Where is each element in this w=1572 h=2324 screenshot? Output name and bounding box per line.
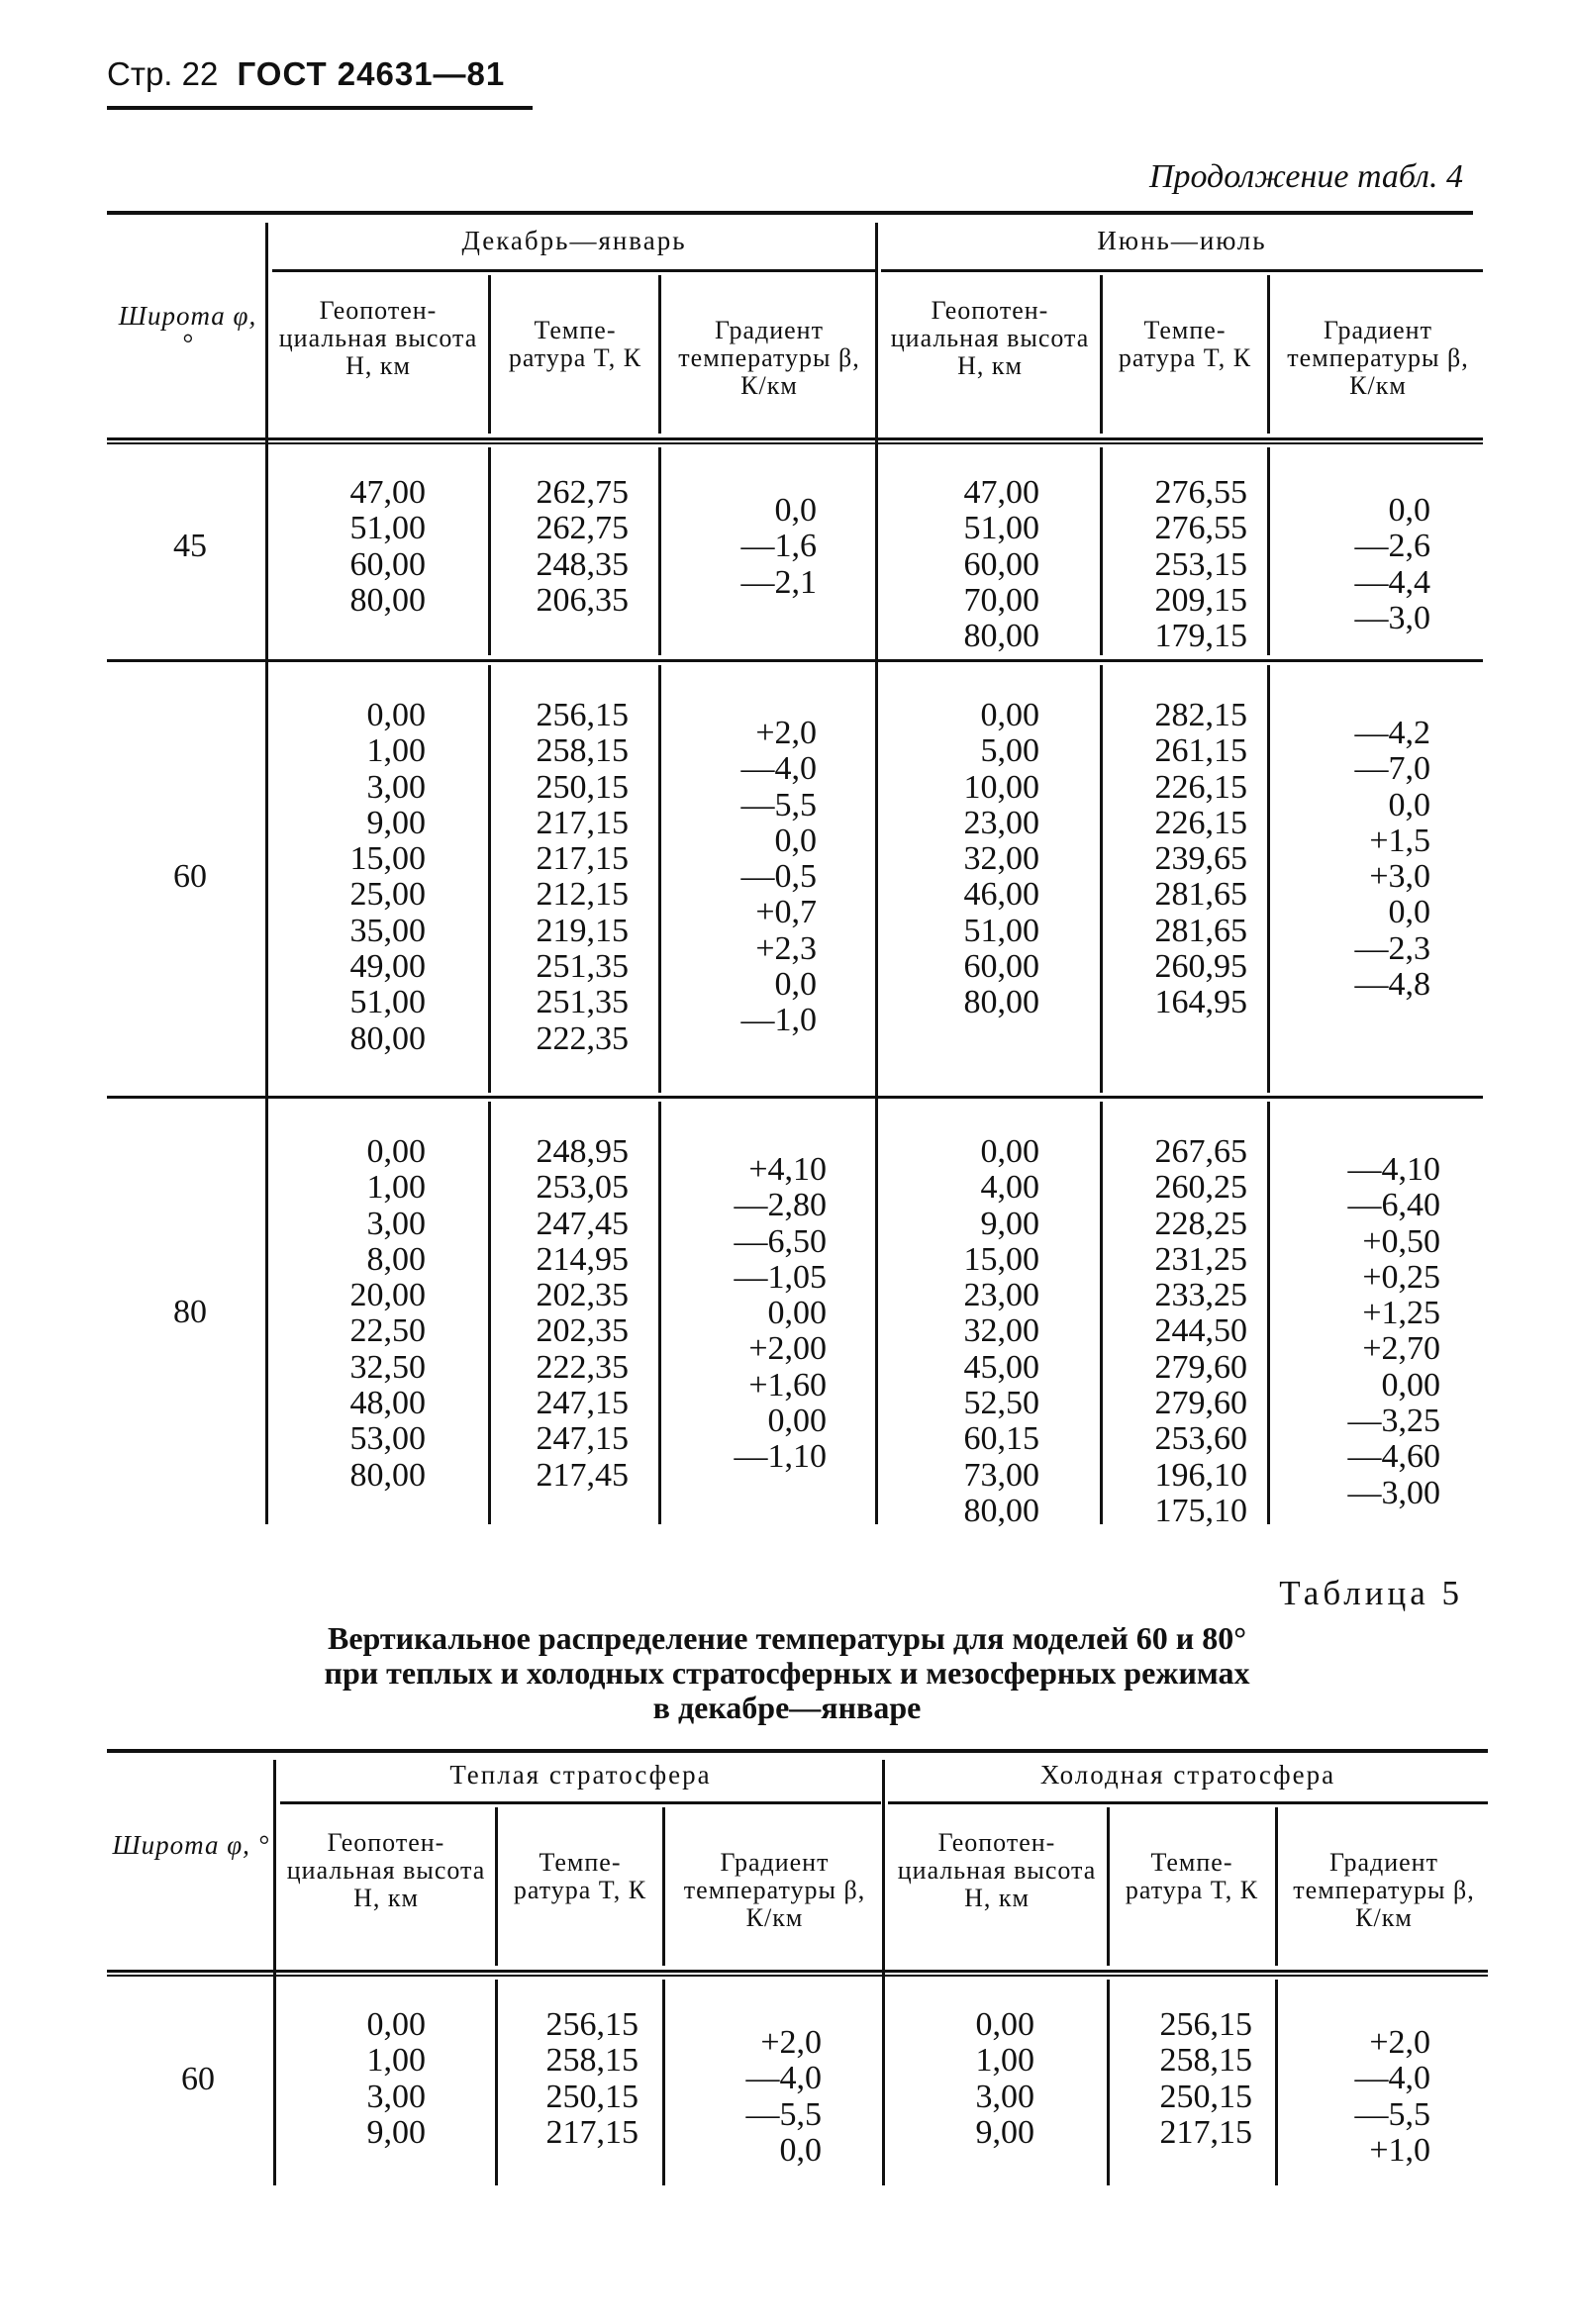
table4-top-rule — [107, 211, 1473, 215]
header-rule — [107, 106, 533, 110]
table5-title-line-1: Вертикальное распределение температуры для моделей 60 и 80° — [328, 1620, 1246, 1656]
table-cell: 0,0 — [774, 822, 817, 859]
table-cell: 73,00 — [963, 1456, 1039, 1494]
table-cell: 51,00 — [349, 510, 426, 547]
table-cell: 226,15 — [1154, 768, 1247, 806]
table-cell: 282,15 — [1154, 697, 1247, 733]
table4-header-temp-1: Темпе- ратура T, К — [508, 316, 642, 372]
table-cell: 1,00 — [366, 1169, 426, 1207]
table-cell: +0,7 — [755, 894, 817, 931]
table-cell: +1,60 — [748, 1366, 827, 1404]
t4-60-dj-temp — [495, 698, 629, 1057]
table5-group-rule-right — [888, 1801, 1488, 1804]
table5-vline-group — [882, 1760, 885, 2185]
table-cell: —2,80 — [734, 1187, 827, 1224]
table-cell: 276,55 — [1154, 474, 1247, 511]
table5-vline-r1b — [662, 1980, 665, 2185]
table5-header-height-2: Геопотен- циальная высота H, км — [897, 1828, 1097, 1912]
table5-vline-t2-head — [1275, 1807, 1278, 1966]
table-cell: 247,15 — [536, 1385, 629, 1422]
table-cell: 52,50 — [963, 1385, 1039, 1422]
table-cell: +2,0 — [760, 2024, 822, 2061]
table-cell: 206,35 — [536, 581, 629, 619]
table4-vline-r3d — [1267, 1102, 1270, 1524]
table-cell: 179,15 — [1154, 618, 1247, 655]
table-cell: 70,00 — [963, 581, 1039, 619]
table-cell: 32,00 — [963, 840, 1039, 878]
table-cell: 251,35 — [536, 984, 629, 1021]
table-cell: —7,0 — [1354, 750, 1430, 788]
table5-vline-r1c — [1107, 1980, 1110, 2185]
t4-60-jj-temp — [1104, 698, 1247, 1021]
table-cell: 22,50 — [349, 1312, 426, 1350]
table-cell: 262,75 — [536, 510, 629, 547]
table-cell: 3,00 — [366, 1205, 426, 1242]
table5-vline-r1a — [495, 1980, 498, 2185]
table-cell: —6,40 — [1347, 1187, 1440, 1224]
t4-80-dj-grad — [683, 1152, 827, 1476]
table-cell: —5,5 — [1354, 2095, 1430, 2133]
table-cell: +3,0 — [1369, 858, 1430, 896]
table4-header-rule — [107, 437, 1483, 440]
table-cell: 239,65 — [1154, 840, 1247, 878]
table5-title — [148, 1621, 1425, 1725]
table-cell: 0,00 — [366, 697, 426, 733]
table-cell: —4,8 — [1354, 966, 1430, 1004]
table-cell: —2,6 — [1354, 528, 1430, 565]
table4-vline-h2-head — [1100, 275, 1103, 434]
table-cell: 9,00 — [366, 2113, 426, 2151]
t4-80-dj-temp — [495, 1134, 629, 1494]
table-cell: 9,00 — [980, 1205, 1039, 1242]
table4-header-height-1: Геопотен- циальная высота H, км — [278, 296, 478, 380]
table4-vline-t2-head — [1267, 275, 1270, 434]
t4-60-dj-height — [297, 698, 426, 1057]
table-cell: 45,00 — [963, 1348, 1039, 1386]
table-cell: 51,00 — [963, 510, 1039, 547]
table-cell: 0,00 — [980, 1133, 1039, 1170]
table-cell: 1,00 — [975, 2042, 1034, 2080]
table4-row-separator-1 — [107, 659, 1483, 662]
t4-60-dj-grad — [683, 716, 817, 1039]
table4-header-height-2: Геопотен- циальная высота H, км — [890, 296, 1090, 380]
table-cell: 267,65 — [1154, 1133, 1247, 1170]
table5-header-grad-1: Градиент температуры β, К/км — [683, 1848, 866, 1932]
table-cell: 260,25 — [1154, 1169, 1247, 1207]
t4-80-jj-grad — [1287, 1152, 1440, 1511]
table-cell: 80,00 — [349, 581, 426, 619]
page-number: Стр. 22 — [107, 55, 219, 92]
table-cell: —4,10 — [1347, 1151, 1440, 1188]
table4-vline-r2b — [658, 665, 661, 1093]
table-cell: 0,00 — [980, 697, 1039, 733]
table5-lat-60: 60 — [181, 2061, 215, 2097]
standard-number: ГОСТ 24631—81 — [237, 55, 506, 92]
table-cell: 279,60 — [1154, 1385, 1247, 1422]
table-cell: 0,0 — [1388, 492, 1430, 529]
table-cell: —4,4 — [1354, 563, 1430, 601]
table4-header-grad-2: Градиент температуры β, К/км — [1287, 316, 1469, 400]
table5-header-height-1: Геопотен- циальная высота H, км — [286, 1828, 486, 1912]
table-cell: 60,00 — [349, 545, 426, 583]
table4-vline-r3a — [488, 1102, 491, 1524]
table-cell: 49,00 — [349, 948, 426, 986]
table-cell: 0,00 — [767, 1295, 827, 1332]
table-cell: 253,05 — [536, 1169, 629, 1207]
table-cell: 23,00 — [963, 1277, 1039, 1314]
table-cell: 23,00 — [963, 804, 1039, 841]
t5-warm-temp — [505, 2007, 639, 2151]
t5-warm-grad — [688, 2025, 822, 2169]
table-cell: 25,00 — [349, 876, 426, 914]
table-cell: —0,5 — [740, 858, 817, 896]
table-cell: 219,15 — [536, 912, 629, 949]
table-cell: +2,0 — [755, 715, 817, 751]
table-cell: 262,75 — [536, 474, 629, 511]
table5-header-rule — [107, 1970, 1488, 1973]
table-cell: 244,50 — [1154, 1312, 1247, 1350]
table-cell: 209,15 — [1154, 581, 1247, 619]
table4-vline-r3c — [1100, 1102, 1103, 1524]
t4-45-jj-grad — [1287, 493, 1430, 636]
table-cell: 217,15 — [536, 804, 629, 841]
table-cell: 258,15 — [1159, 2042, 1252, 2080]
table-cell: —1,05 — [734, 1258, 827, 1296]
table-cell: 48,00 — [349, 1385, 426, 1422]
table-cell: 4,00 — [980, 1169, 1039, 1207]
table-cell: —1,10 — [734, 1438, 827, 1476]
table-cell: 0,0 — [774, 966, 817, 1004]
table-cell: 3,00 — [366, 2078, 426, 2115]
table-cell: 15,00 — [963, 1240, 1039, 1278]
table-cell: +1,0 — [1369, 2131, 1430, 2169]
table4-vline-group — [875, 223, 878, 1524]
table-cell: 0,00 — [1381, 1366, 1440, 1404]
t4-45-jj-height — [901, 475, 1039, 654]
table5-vline-r1d — [1275, 1980, 1278, 2185]
table4-lat-45: 45 — [173, 528, 207, 564]
table-cell: 1,00 — [366, 732, 426, 770]
table4-header-lat: Широта φ, ° — [118, 301, 257, 358]
table4-lat-80: 80 — [173, 1294, 207, 1330]
t4-45-dj-height — [297, 475, 426, 619]
table4-vline-r3b — [658, 1102, 661, 1524]
table-cell: —4,0 — [1354, 2060, 1430, 2097]
table4-header-grad-1: Градиент температуры β, К/км — [678, 316, 860, 400]
table-cell: 281,65 — [1154, 912, 1247, 949]
t4-60-jj-grad — [1287, 716, 1430, 1003]
table4-vline-r2c — [1100, 665, 1103, 1093]
table-cell: 3,00 — [975, 2078, 1034, 2115]
table-cell: 60,15 — [963, 1420, 1039, 1458]
t4-45-dj-temp — [495, 475, 629, 619]
table-cell: 281,65 — [1154, 876, 1247, 914]
table-cell: +1,5 — [1369, 822, 1430, 859]
table-cell: 214,95 — [536, 1240, 629, 1278]
table-cell: 32,00 — [963, 1312, 1039, 1350]
table-cell: 47,00 — [349, 474, 426, 511]
table-cell: 0,0 — [774, 492, 817, 529]
table5-group-cold: Холодная стратосфера — [1039, 1760, 1336, 1790]
table-cell: 247,45 — [536, 1205, 629, 1242]
table-cell: 1,00 — [366, 2042, 426, 2080]
table-cell: —1,0 — [740, 1002, 817, 1039]
table-cell: —4,2 — [1354, 715, 1430, 751]
table-cell: 80,00 — [349, 1019, 426, 1057]
table-cell: +2,00 — [748, 1330, 827, 1368]
t5-cold-grad — [1292, 2025, 1430, 2169]
table-cell: 8,00 — [366, 1240, 426, 1278]
table4-vline-lat — [265, 223, 268, 1524]
table-cell: 0,00 — [975, 2006, 1034, 2043]
table-cell: 51,00 — [349, 984, 426, 1021]
table-cell: +0,50 — [1362, 1222, 1440, 1260]
table-cell: 47,00 — [963, 474, 1039, 511]
table4-group-rule-right — [881, 269, 1483, 272]
table-cell: 247,15 — [536, 1420, 629, 1458]
table5-header-grad-2: Градиент температуры β, К/км — [1293, 1848, 1475, 1932]
table-cell: 9,00 — [975, 2113, 1034, 2151]
table-cell: 226,15 — [1154, 804, 1247, 841]
table-cell: +2,70 — [1362, 1330, 1440, 1368]
table4-vline-r1c — [1100, 447, 1103, 655]
table4-vline-r2d — [1267, 665, 1270, 1093]
table-cell: 276,55 — [1154, 510, 1247, 547]
table5-vline-t1-head — [662, 1807, 665, 1966]
table-cell: 46,00 — [963, 876, 1039, 914]
table-cell: +1,25 — [1362, 1295, 1440, 1332]
table-cell: —5,5 — [745, 2095, 822, 2133]
table-cell: —2,3 — [1354, 929, 1430, 967]
table-cell: 256,15 — [545, 2006, 639, 2043]
table-cell: 51,00 — [963, 912, 1039, 949]
table-cell: 217,45 — [536, 1456, 629, 1494]
table5-title-line-3: в декабре—январе — [652, 1690, 922, 1725]
table-cell: 250,15 — [545, 2078, 639, 2115]
table-cell: 217,15 — [545, 2113, 639, 2151]
table-cell: 217,15 — [536, 840, 629, 878]
table-cell: 202,35 — [536, 1312, 629, 1350]
table-cell: 80,00 — [349, 1456, 426, 1494]
table-cell: —4,0 — [745, 2060, 822, 2097]
table-cell: 80,00 — [963, 984, 1039, 1021]
table5-header-temp-2: Темпе- ратура T, К — [1125, 1848, 1259, 1904]
t5-cold-temp — [1109, 2007, 1252, 2151]
table-cell: 60,00 — [963, 948, 1039, 986]
table-cell: 0,00 — [767, 1403, 827, 1440]
table4-lat-60: 60 — [173, 858, 207, 895]
table-cell: +2,3 — [755, 929, 817, 967]
t4-45-jj-temp — [1104, 475, 1247, 654]
t4-80-jj-height — [901, 1134, 1039, 1529]
table-cell: 10,00 — [963, 768, 1039, 806]
t5-cold-height — [911, 2007, 1034, 2151]
table-cell: 261,15 — [1154, 732, 1247, 770]
t4-80-dj-height — [297, 1134, 426, 1494]
table-cell: 202,35 — [536, 1277, 629, 1314]
table-cell: 60,00 — [963, 545, 1039, 583]
table-cell: 248,95 — [536, 1133, 629, 1170]
table-cell: 212,15 — [536, 876, 629, 914]
table-cell: 250,15 — [536, 768, 629, 806]
table-cell: 196,10 — [1154, 1456, 1247, 1494]
table-cell: —5,5 — [740, 786, 817, 823]
table-cell: 15,00 — [349, 840, 426, 878]
table-cell: —3,25 — [1347, 1403, 1440, 1440]
table-cell: 0,00 — [366, 1133, 426, 1170]
table-cell: —4,60 — [1347, 1438, 1440, 1476]
table-cell: 0,00 — [366, 2006, 426, 2043]
t4-60-jj-height — [901, 698, 1039, 1021]
table-cell: 5,00 — [980, 732, 1039, 770]
table4-vline-t1-head — [658, 275, 661, 434]
table4-vline-r2a — [488, 665, 491, 1093]
table-cell: 164,95 — [1154, 984, 1247, 1021]
table-cell: 0,0 — [1388, 894, 1430, 931]
table5-group-warm: Теплая стратосфера — [449, 1760, 712, 1790]
table-cell: 80,00 — [963, 1492, 1039, 1529]
table-cell: 233,25 — [1154, 1277, 1247, 1314]
t5-warm-height — [302, 2007, 426, 2151]
table4-vline-r1a — [488, 447, 491, 655]
table5-top-rule — [107, 1749, 1488, 1753]
table4-vline-h1-head — [488, 275, 491, 434]
table-cell: —3,00 — [1347, 1474, 1440, 1511]
table-cell: 279,60 — [1154, 1348, 1247, 1386]
table5-title-line-2: при теплых и холодных стратосферных и мезосферных режимах — [324, 1655, 1250, 1691]
table-cell: 258,15 — [536, 732, 629, 770]
table-cell: 258,15 — [545, 2042, 639, 2080]
table-cell: —4,0 — [740, 750, 817, 788]
table5-header-rule-2 — [107, 1975, 1488, 1977]
table-cell: 175,10 — [1154, 1492, 1247, 1529]
table-cell: 53,00 — [349, 1420, 426, 1458]
table4-vline-r1b — [658, 447, 661, 655]
table-cell: —3,0 — [1354, 599, 1430, 636]
table4-group-dec-jan: Декабрь—январь — [461, 226, 687, 255]
table-cell: 248,35 — [536, 545, 629, 583]
table-cell: 80,00 — [963, 618, 1039, 655]
table-cell: +0,25 — [1362, 1258, 1440, 1296]
table-cell: +2,0 — [1369, 2024, 1430, 2061]
table-cell: 228,25 — [1154, 1205, 1247, 1242]
table-cell: 9,00 — [366, 804, 426, 841]
table5-header-temp-1: Темпе- ратура T, К — [513, 1848, 647, 1904]
table4-header-rule-2 — [107, 442, 1483, 444]
table5-group-rule-left — [280, 1801, 881, 1804]
table-cell: 222,35 — [536, 1348, 629, 1386]
table4-header-temp-2: Темпе- ратура T, К — [1118, 316, 1252, 372]
table4-vline-r1d — [1267, 447, 1270, 655]
table5-vline-lat — [273, 1760, 276, 2185]
table5-vline-h2-head — [1107, 1807, 1110, 1966]
table-cell: 32,50 — [349, 1348, 426, 1386]
table4-row-separator-2 — [107, 1096, 1483, 1099]
page-header — [107, 55, 505, 93]
table-cell: 253,60 — [1154, 1420, 1247, 1458]
t4-45-dj-grad — [683, 493, 817, 601]
table-cell: 35,00 — [349, 912, 426, 949]
table-cell: —1,6 — [740, 528, 817, 565]
table-cell: 0,0 — [779, 2131, 822, 2169]
table-cell: 3,00 — [366, 768, 426, 806]
table-cell: —2,1 — [740, 563, 817, 601]
table-cell: 253,15 — [1154, 545, 1247, 583]
table-cell: —6,50 — [734, 1222, 827, 1260]
table-cell: 217,15 — [1159, 2113, 1252, 2151]
table5-header-lat: Широта φ, ° — [112, 1830, 270, 1860]
table4-group-jun-jul: Июнь—июль — [1097, 226, 1267, 255]
table-cell: 256,15 — [1159, 2006, 1252, 2043]
table-cell: 0,0 — [1388, 786, 1430, 823]
table-cell: 256,15 — [536, 697, 629, 733]
table5-vline-h1-head — [495, 1807, 498, 1966]
table-cell: 250,15 — [1159, 2078, 1252, 2115]
table5-label: Таблица 5 — [1279, 1574, 1463, 1612]
table-cell: +4,10 — [748, 1151, 827, 1188]
table-cell: 260,95 — [1154, 948, 1247, 986]
table4-caption: Продолжение табл. 4 — [1148, 158, 1463, 195]
table4-group-rule-left — [272, 269, 876, 272]
table-cell: 20,00 — [349, 1277, 426, 1314]
table-cell: 251,35 — [536, 948, 629, 986]
t4-80-jj-temp — [1104, 1134, 1247, 1529]
table-cell: 231,25 — [1154, 1240, 1247, 1278]
table-cell: 222,35 — [536, 1019, 629, 1057]
